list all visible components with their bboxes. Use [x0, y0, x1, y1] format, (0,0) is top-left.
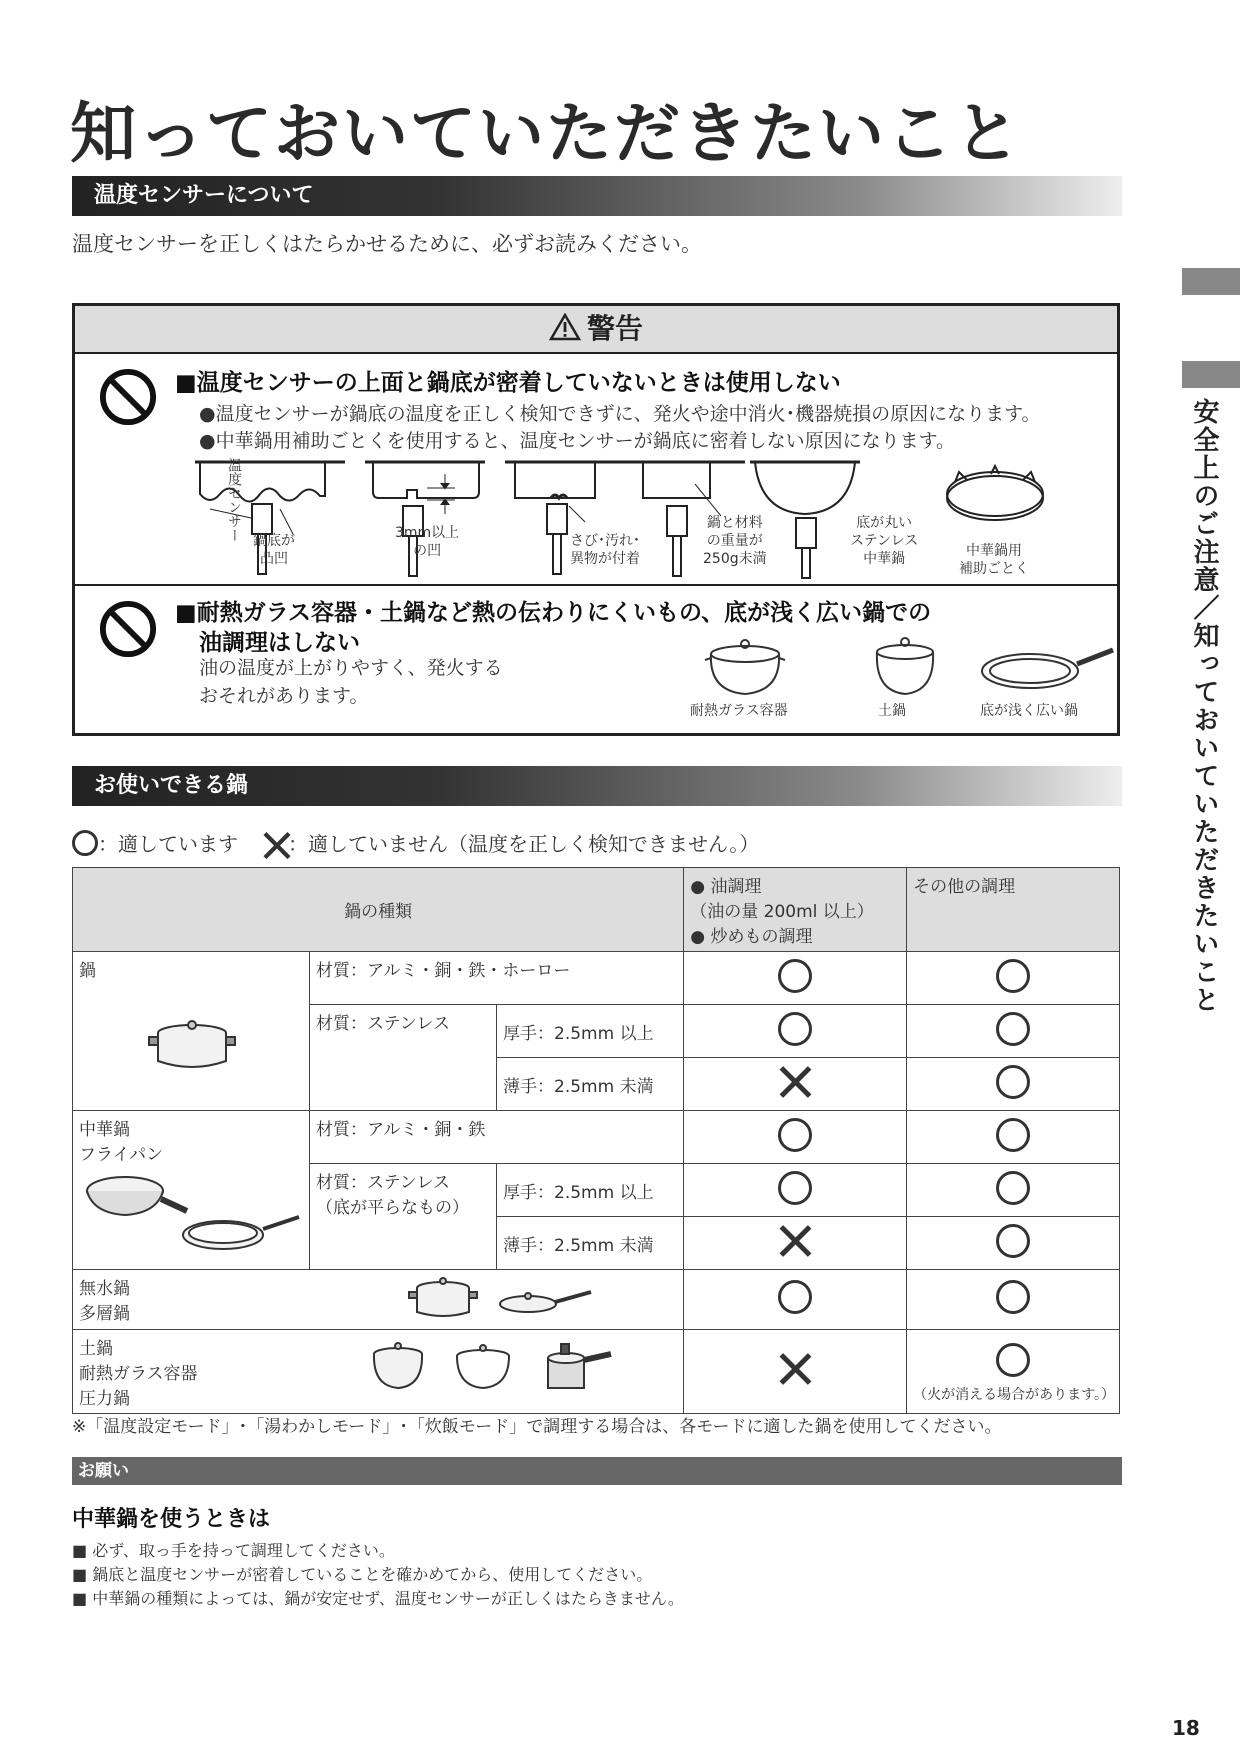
label-shallow: 底が浅く広い鍋 [980, 703, 1078, 719]
legend [72, 828, 759, 857]
thickness-cell: 薄手：2.5mm 未満 [497, 1217, 684, 1270]
header-oil-cooking: ● 油調理 （油の量 200ml 以上） ● 炒めもの調理 [684, 868, 907, 952]
warning-heading-1: ■温度センサーの上面と鍋底が密着していないときは使用しない [175, 370, 841, 396]
pot-name-cell: 土鍋 耐熱ガラス容器 圧力鍋 [73, 1330, 684, 1414]
mark-cell [907, 1330, 1120, 1414]
label-rust: さび･汚れ･ 異物が付着 [570, 533, 640, 567]
label-clay: 土鍋 [878, 703, 906, 719]
request-heading: お願い [72, 1457, 1122, 1485]
waterless-multilayer-pot-icon [403, 1276, 593, 1322]
table-row [73, 1111, 1120, 1164]
label-sensor: 温度センサー [226, 458, 242, 542]
circle-icon [996, 1012, 1030, 1046]
legend-ok: ：適しています [98, 832, 238, 856]
table-row [73, 1330, 1120, 1414]
glass-clay-pan-illustration [695, 636, 1115, 701]
mark-cell [907, 1005, 1120, 1058]
cross-icon [778, 1065, 812, 1099]
circle-icon [778, 1171, 812, 1205]
material-cell: 材質：ステンレス （底が平らなもの） [310, 1164, 497, 1270]
warning-bullet: ●中華鍋用補助ごとくを使用すると、温度センサーが鍋底に密着しない原因になります。 [199, 430, 956, 452]
request-title: 中華鍋を使うときは [72, 1507, 271, 1532]
warning-heading-2: ■耐熱ガラス容器・土鍋など熱の伝わりにくいもの、底が浅く広い鍋での [175, 600, 932, 626]
material-cell: 材質：アルミ・銅・鉄 [310, 1111, 684, 1164]
side-chapter-title: 安全上のご注意／知っておいていただきたいこと [1189, 398, 1219, 1014]
section-heading-temperature-sensor: 温度センサーについて [72, 176, 1122, 216]
label-round: 底が丸い ステンレス 中華鍋 [850, 515, 919, 567]
label-gap: 3mm以上 の凹 [395, 525, 460, 559]
cross-icon [778, 1352, 812, 1386]
pot-compatibility-table [72, 867, 1120, 1414]
thickness-cell: 厚手：2.5mm 以上 [497, 1005, 684, 1058]
flame-out-note: （火が消える場合があります。） [913, 1387, 1116, 1403]
mark-cell [907, 1217, 1120, 1270]
header-other-cooking: その他の調理 [907, 868, 1120, 952]
warning-text-2: 油の温度が上がりやすく、発火する おそれがあります。 [199, 657, 503, 707]
prohibition-icon [99, 368, 157, 426]
mark-cell [907, 1058, 1120, 1111]
mark-cell [684, 1270, 907, 1330]
warning-triangle-icon [549, 313, 581, 341]
warning-title: 警告 [586, 312, 643, 345]
circle-icon [778, 959, 812, 993]
circle-icon [996, 1280, 1030, 1314]
circle-icon [778, 1012, 812, 1046]
mark-cell [907, 952, 1120, 1005]
cross-icon [778, 1224, 812, 1258]
mark-cell [684, 1005, 907, 1058]
request-item: ■ 鍋底と温度センサーが密着していることを確かめてから、使用してください。 [72, 1565, 653, 1584]
label-glass: 耐熱ガラス容器 [690, 703, 788, 719]
circle-icon [996, 1171, 1030, 1205]
page-title: 知っておいていただきたいこと [70, 95, 1022, 172]
warning-item-glass-clay [75, 586, 1117, 733]
pot-icon [147, 1019, 237, 1075]
circle-icon [778, 1280, 812, 1314]
request-item: ■ 中華鍋の種類によっては、鍋が安定せず、温度センサーが正しくはたらきません。 [72, 1589, 684, 1608]
warning-box [72, 303, 1120, 736]
mark-cell [907, 1164, 1120, 1217]
label-uneven: 鍋底が 凸凹 [253, 533, 295, 567]
request-item: ■ 必ず、取っ手を持って調理してください。 [72, 1541, 395, 1560]
circle-icon [996, 1343, 1030, 1377]
thickness-cell: 厚手：2.5mm 以上 [497, 1164, 684, 1217]
circle-icon [72, 830, 98, 856]
circle-icon [996, 959, 1030, 993]
side-tab-marker [1182, 268, 1240, 295]
mark-cell [684, 1164, 907, 1217]
warning-item-sensor-contact [75, 354, 1117, 586]
mark-cell [684, 1330, 907, 1414]
circle-icon [778, 1118, 812, 1152]
circle-icon [996, 1065, 1030, 1099]
clay-glass-pressure-pot-icon [363, 1340, 613, 1396]
warning-header [75, 306, 1117, 354]
table-row [73, 952, 1120, 1005]
mark-cell [907, 1270, 1120, 1330]
pot-name-cell: 鍋 [73, 952, 310, 1111]
mark-cell [684, 1058, 907, 1111]
header-pot-type: 鍋の種類 [73, 868, 684, 952]
label-ring: 中華鍋用 補助ごとく [959, 543, 1029, 577]
circle-icon [996, 1118, 1030, 1152]
material-cell: 材質：アルミ・銅・鉄・ホーロー [310, 952, 684, 1005]
legend-ng: ：適していません（温度を正しく検知できません。） [288, 832, 760, 856]
thickness-cell: 薄手：2.5mm 未満 [497, 1058, 684, 1111]
page-number: 18 [1172, 1716, 1200, 1740]
intro-text: 温度センサーを正しくはたらかせるために、必ずお読みください。 [72, 232, 702, 256]
wok-frying-pan-icon [83, 1169, 303, 1259]
side-tab-marker [1182, 361, 1240, 388]
mark-cell [684, 1111, 907, 1164]
circle-icon [996, 1224, 1030, 1258]
mark-cell [684, 1217, 907, 1270]
label-light: 鍋と材料 の重量が 250g未満 [703, 515, 767, 567]
table-row [73, 1270, 1120, 1330]
mark-cell [684, 952, 907, 1005]
warning-heading-2-cont: 油調理はしない [199, 630, 360, 656]
warning-bullet: ●温度センサーが鍋底の温度を正しく検知できずに、発火や途中消火･機器焼損の原因になります。 [199, 403, 1041, 425]
mark-cell [907, 1111, 1120, 1164]
section-heading-usable-pots: お使いできる鍋 [72, 766, 1122, 806]
pot-name-cell: 中華鍋 フライパン [73, 1111, 310, 1270]
pot-name-cell: 無水鍋 多層鍋 [73, 1270, 684, 1330]
cross-icon [262, 831, 286, 855]
material-cell: 材質：ステンレス [310, 1005, 497, 1111]
prohibition-icon [99, 600, 157, 658]
footnote: ※「温度設定モード」･「湯わかしモード」･「炊飯モード」で調理する場合は、各モードに適した鍋を使用してください。 [72, 1417, 1002, 1437]
